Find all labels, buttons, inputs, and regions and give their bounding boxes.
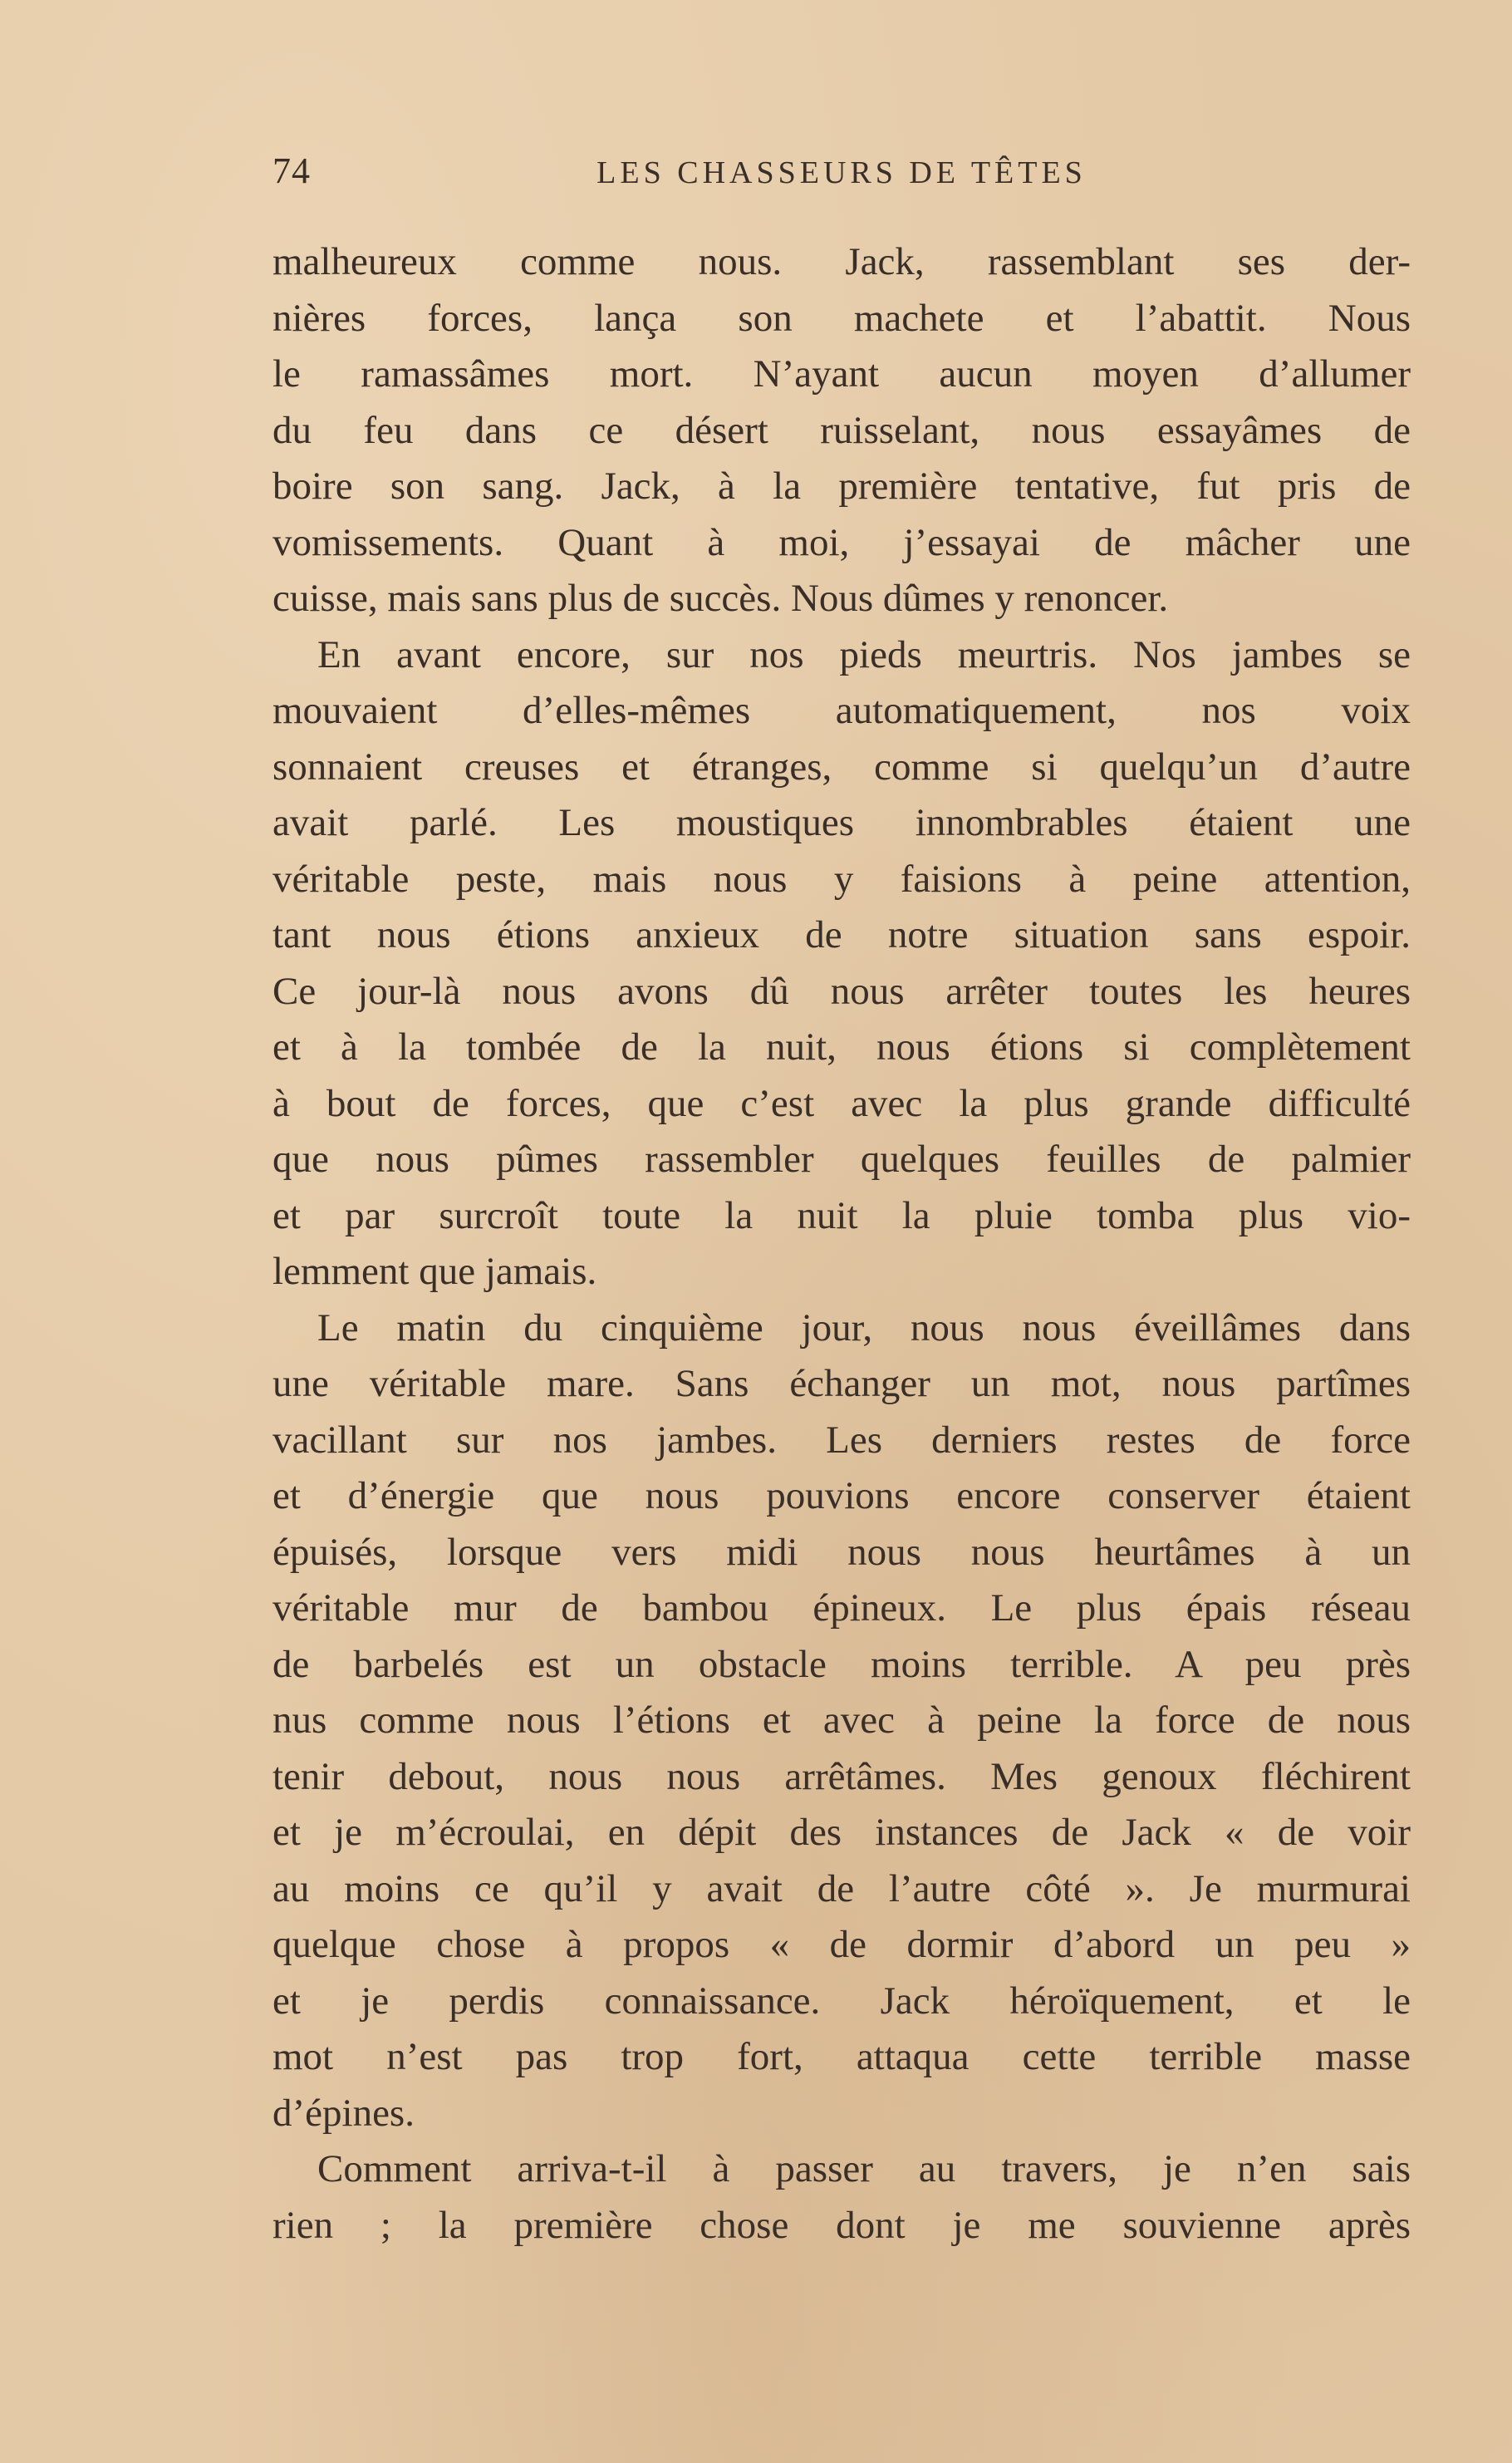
text-line: une véritable mare. Sans échanger un mot, nous partîmes xyxy=(272,1362,1411,1405)
page-number: 74 xyxy=(272,150,311,191)
text-line: nières forces, lança son machete et l’abattit. Nous xyxy=(272,296,1411,340)
text-line: et je m’écroulai, en dépit des instances de Jack « de voir xyxy=(272,1811,1411,1854)
text-line: et à la tombée de la nuit, nous étions si complètement xyxy=(272,1025,1411,1069)
text-line: cuisse, mais sans plus de succès. Nous dûmes y renoncer. xyxy=(272,577,1169,620)
text-line: vacillant sur nos jambes. Les derniers restes de force xyxy=(272,1418,1411,1462)
text-line: de barbelés est un obstacle moins terrible. A peu près xyxy=(272,1642,1411,1686)
text-line: au moins ce qu’il y avait de l’autre côté ». Je murmurai xyxy=(272,1866,1411,1910)
text-line: Le matin du cinquième jour, nous nous éveillâmes dans xyxy=(317,1305,1411,1349)
text-line: mouvaient d’elles-mêmes automatiquement, nos voix xyxy=(272,689,1411,732)
text-line: du feu dans ce désert ruisselant, nous essayâmes de xyxy=(272,408,1411,452)
text-line: malheureux comme nous. Jack, rassemblant ses der- xyxy=(272,240,1411,283)
text-line: rien ; la première chose dont je me souvienne après xyxy=(272,2203,1411,2247)
text-line: sonnaient creuses et étranges, comme si quelqu’un d’autre xyxy=(272,745,1411,789)
running-title: LES CHASSEURS DE TÊTES xyxy=(596,155,1087,190)
text-line: vomissements. Quant à moi, j’essayai de mâcher une xyxy=(272,520,1411,564)
text-line: boire son sang. Jack, à la première tentative, fut pris de xyxy=(272,465,1411,508)
page-header xyxy=(272,150,1411,199)
paragraph-3 xyxy=(272,1300,1411,2142)
text-line: et je perdis connaissance. Jack héroïquement, et le xyxy=(272,1979,1411,2023)
text-line: véritable peste, mais nous y faisions à peine attention, xyxy=(272,857,1411,901)
text-line: nus comme nous l’étions et avec à peine la force de nous xyxy=(272,1699,1411,1742)
text-line: tant nous étions anxieux de notre situation sans espoir. xyxy=(272,913,1411,956)
text-line: et d’énergie que nous pouvions encore conserver étaient xyxy=(272,1474,1411,1517)
text-line: tenir debout, nous nous arrêtâmes. Mes genoux fléchirent xyxy=(272,1754,1411,1798)
text-line: et par surcroît toute la nuit la pluie tomba plus vio- xyxy=(272,1193,1411,1237)
text-line: avait parlé. Les moustiques innombrables étaient une xyxy=(272,801,1411,844)
text-line: épuisés, lorsque vers midi nous nous heurtâmes à un xyxy=(272,1530,1411,1574)
body-text xyxy=(272,234,1411,2254)
paragraph-2 xyxy=(272,627,1411,1300)
paragraph-1 xyxy=(272,234,1411,627)
text-line: En avant encore, sur nos pieds meurtris. Nos jambes se xyxy=(317,632,1411,676)
text-line: Ce jour-là nous avons dû nous arrêter toutes les heures xyxy=(272,969,1411,1013)
text-line: à bout de forces, que c’est avec la plus grande difficulté xyxy=(272,1081,1411,1125)
text-line: mot n’est pas trop fort, attaqua cette terrible masse xyxy=(272,2035,1411,2078)
text-line: véritable mur de bambou épineux. Le plus épais réseau xyxy=(272,1586,1411,1630)
text-line: d’épines. xyxy=(272,2091,415,2135)
text-line: lemment que jamais. xyxy=(272,1250,597,1293)
text-line: que nous pûmes rassembler quelques feuilles de palmier xyxy=(272,1138,1411,1181)
text-line: Comment arriva-t-il à passer au travers, je n’en sais xyxy=(317,2147,1411,2190)
text-line: le ramassâmes mort. N’ayant aucun moyen d’allumer xyxy=(272,352,1411,396)
paragraph-4 xyxy=(272,2141,1411,2254)
text-line: quelque chose à propos « de dormir d’abord un peu » xyxy=(272,1923,1411,1966)
